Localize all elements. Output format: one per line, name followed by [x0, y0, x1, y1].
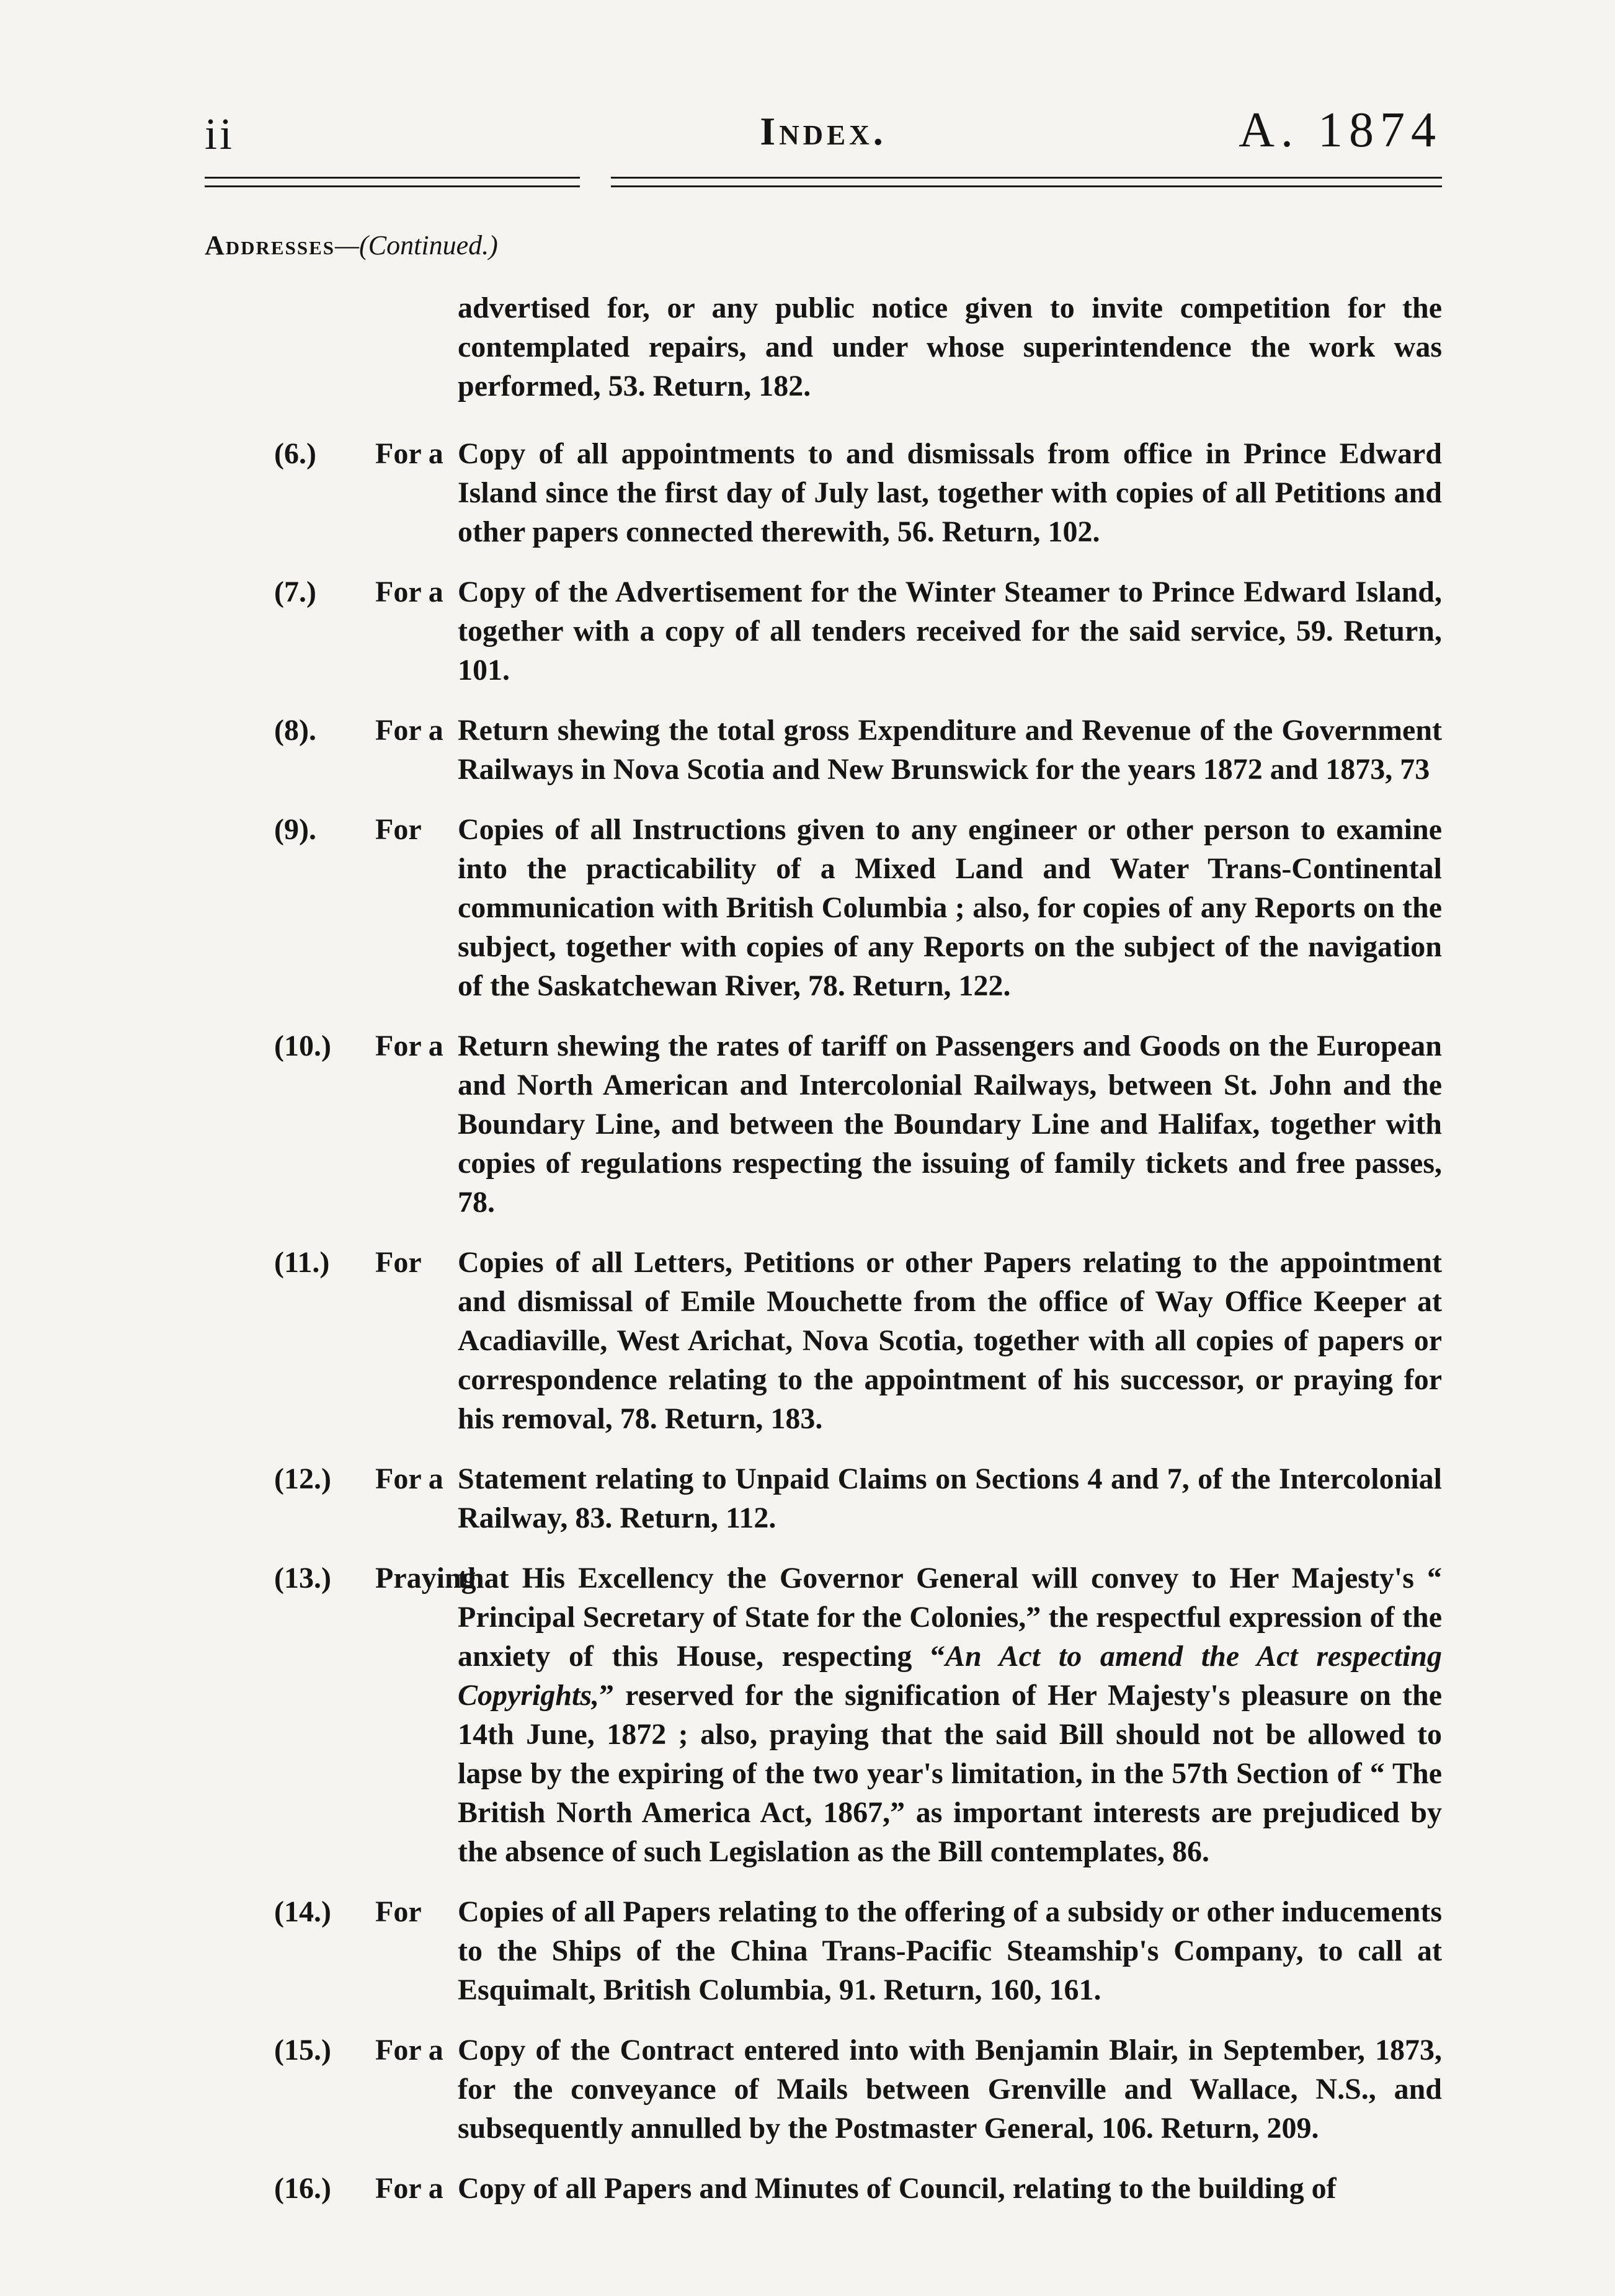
section-name: Addresses — [205, 230, 336, 260]
index-entry — [205, 2169, 1442, 2208]
section-continued: —(Continued.) — [335, 230, 498, 260]
entry-text: Statement relating to Unpaid Claims on Sections 4 and 7, of the Intercolonial Railway, 83. Return, 112. — [458, 1462, 1442, 1534]
entry-lead: For a — [375, 2172, 443, 2205]
entry-text: Copy of the Contract entered into with Benjamin Blair, in September, 1873, for the conveyance of Mails between Grenville and Wallace, N.S., and subsequently annulled by the Postmaster General, 106. Return, 209. — [458, 2034, 1442, 2145]
continued-entry — [205, 288, 1442, 406]
index-entry — [205, 1459, 1442, 1537]
entry-lead: Praying — [375, 1562, 476, 1595]
entry-number: (12.) — [274, 1462, 331, 1495]
entry-number: (7.) — [274, 576, 316, 608]
entry-lead: For a — [375, 2034, 443, 2067]
index-entry — [205, 434, 1442, 551]
entry-text: Copy of the Advertisement for the Winter Steamer to Prince Edward Island, together with a copy of all tenders received for the said service, 59. Return, 101. — [458, 576, 1442, 687]
entry-number: (16.) — [274, 2172, 331, 2205]
index-entry — [205, 1892, 1442, 2009]
page-title: Index. — [760, 109, 887, 153]
page-folio: ii — [205, 109, 235, 159]
index-entry — [205, 711, 1442, 789]
section-heading — [205, 229, 498, 261]
act-title: An Act to amend the Act respecting Copyrights, — [458, 1640, 1442, 1712]
page-year: A. 1874 — [1239, 103, 1442, 158]
index-entry — [205, 1026, 1442, 1222]
entry-number: (6.) — [274, 437, 316, 470]
entry-number: (9). — [274, 813, 316, 846]
entry-lead: For a — [375, 1030, 443, 1062]
entry-number: (11.) — [274, 1246, 330, 1279]
entry-number: (15.) — [274, 2034, 331, 2067]
entry-number: (10.) — [274, 1030, 331, 1062]
index-entries — [205, 288, 1442, 2229]
entry-text — [458, 1559, 1442, 1871]
index-entry — [205, 810, 1442, 1005]
entry-text-part: ” reserved for the signification of Her Majesty's pleasure on the 14th June, 1872 ; also, praying that the said Bill should not be allowed to lapse by the expiring of the two year's limitation, in the 57th Section of “ The British North America Act, 1867,” as important interests are prejudiced by the absence of such Legislation as the Bill contemplates, 86. — [458, 1679, 1442, 1868]
entry-text: advertised for, or any public notice given to invite competition for the contemplated repairs, and under whose superintendence the work was performed, 53. Return, 182. — [458, 291, 1442, 403]
index-entry — [205, 2031, 1442, 2148]
entry-text: Copy of all Papers and Minutes of Council, relating to the building of — [458, 2172, 1337, 2205]
index-entry — [205, 1243, 1442, 1438]
entry-lead: For a — [375, 1462, 443, 1495]
entry-text: Return shewing the rates of tariff on Passengers and Goods on the European and North American and Intercolonial Railways, between St. John and the Boundary Line, and between the Boundary Line and Halifax, together with copies of regulations respecting the issuing of family tickets and free passes, 78. — [458, 1030, 1442, 1219]
entry-lead: For a — [375, 437, 443, 470]
header-rule-left — [205, 177, 580, 189]
index-entry — [205, 572, 1442, 690]
entry-number: (8). — [274, 714, 316, 747]
entry-number: (14.) — [274, 1895, 331, 1928]
page-header — [205, 103, 1442, 164]
header-rule-right — [611, 177, 1442, 189]
entry-text: Copies of all Instructions given to any engineer or other person to examine into the practicability of a Mixed Land and Water Trans-Continental communication with British Columbia ; also, for copies of any Reports on the subject, together with copies of any Reports on the subject of the navigation of the Saskatchewan River, 78. Return, 122. — [458, 813, 1442, 1002]
entry-text: Copies of all Papers relating to the offering of a subsidy or other inducements to the Ships of the China Trans-Pacific Steamship's Company, to call at Esquimalt, British Columbia, 91. Return, 160, 161. — [458, 1895, 1442, 2006]
entry-lead: For a — [375, 576, 443, 608]
entry-text: Copies of all Letters, Petitions or other Papers relating to the appointment and dismissal of Emile Mouchette from the office of Way Office Keeper at Acadiaville, West Arichat, Nova Scotia, together with all copies of papers or correspondence relating to the appointment of his successor, or praying for his removal, 78. Return, 183. — [458, 1246, 1442, 1435]
entry-number: (13.) — [274, 1562, 331, 1595]
entry-lead: For — [375, 813, 422, 846]
index-entry — [205, 1559, 1442, 1871]
entry-lead: For — [375, 1895, 422, 1928]
entry-text: Return shewing the total gross Expenditure and Revenue of the Government Railways in Nova Scotia and New Brunswick for the years 1872 and 1873, 73 — [458, 714, 1442, 786]
entry-lead: For — [375, 1246, 422, 1279]
entry-text-part: that His Excellency the Governor General will convey to Her Majesty's “ Principal Secretary of State for the Colonies,” the respectful expression of the anxiety of this House, respecting “ — [458, 1562, 1442, 1673]
entry-text: Copy of all appointments to and dismissals from office in Prince Edward Island since the first day of July last, together with copies of all Petitions and other papers connected therewith, 56. Return, 102. — [458, 437, 1442, 548]
entry-lead: For a — [375, 714, 443, 747]
